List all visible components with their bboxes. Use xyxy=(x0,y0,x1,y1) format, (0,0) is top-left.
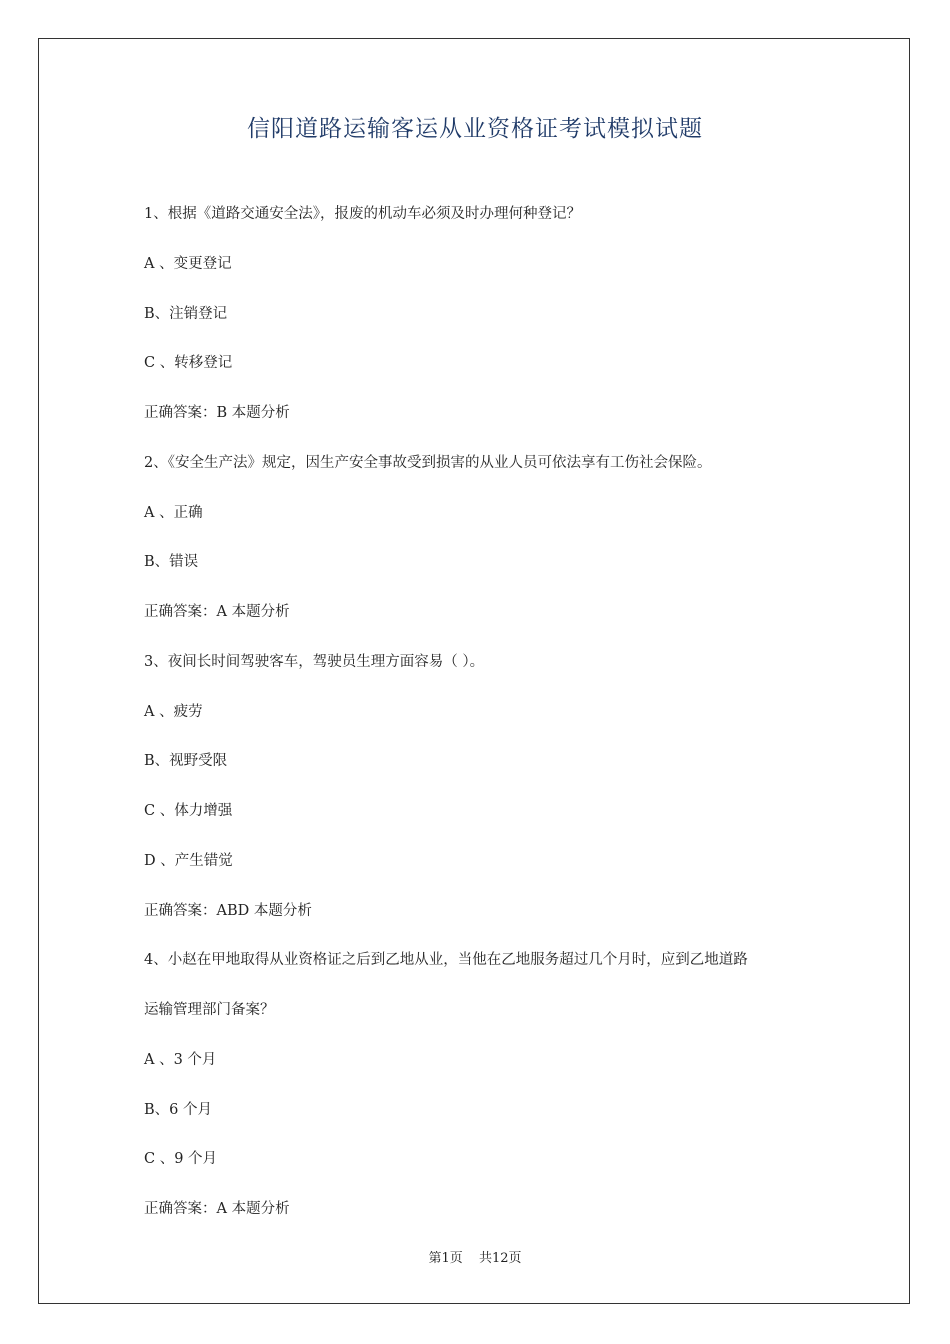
page-footer xyxy=(0,1247,950,1266)
question-3-answer: 正确答案：ABD 本题分析 xyxy=(144,902,312,919)
question-1-text: 1、根据《道路交通安全法》，报废的机动车必须及时办理何种登记？ xyxy=(144,206,581,222)
question-1-answer: 正确答案：B 本题分析 xyxy=(144,405,290,421)
question-1-option-b: B、注销登记 xyxy=(144,305,228,322)
question-3-option-a: A 、疲劳 xyxy=(144,703,203,720)
question-3-text: 3、夜间长时间驾驶客车，驾驶员生理方面容易（ ）。 xyxy=(144,653,485,670)
question-4-text: 4、小赵在甲地取得从业资格证之后到乙地从业，当他在乙地服务超过几个月时，应到乙地道路 xyxy=(144,952,748,969)
question-3-option-b: B、视野受限 xyxy=(144,753,228,770)
page-number: 第1页 xyxy=(428,1251,463,1266)
question-2-text: 2、《安全生产法》规定，因生产安全事故受到损害的从业人员可依法享有工伤社会保险。 xyxy=(144,454,712,471)
question-2-option-b: B、错误 xyxy=(144,554,199,571)
question-4-answer: 正确答案：A 本题分析 xyxy=(144,1201,290,1217)
question-2-option-a: A 、正确 xyxy=(144,504,203,521)
document-title: 信阳道路运输客运从业资格证考试模拟试题 xyxy=(247,116,703,142)
question-1-option-c: C 、转移登记 xyxy=(144,355,233,372)
question-3-option-c: C 、体力增强 xyxy=(144,803,233,819)
question-3-option-d: D 、产生错觉 xyxy=(144,852,233,869)
question-4-text-continued: 运输管理部门备案？ xyxy=(144,1002,275,1018)
question-2-answer: 正确答案：A 本题分析 xyxy=(144,604,290,620)
question-list xyxy=(144,198,844,1243)
question-4-option-c: C 、9 个月 xyxy=(144,1151,218,1168)
question-4-option-a: A 、3 个月 xyxy=(144,1051,217,1068)
question-4-option-b: B、6 个月 xyxy=(144,1101,212,1118)
total-pages: 共12页 xyxy=(478,1251,522,1266)
question-1-option-a: A 、变更登记 xyxy=(144,255,232,272)
